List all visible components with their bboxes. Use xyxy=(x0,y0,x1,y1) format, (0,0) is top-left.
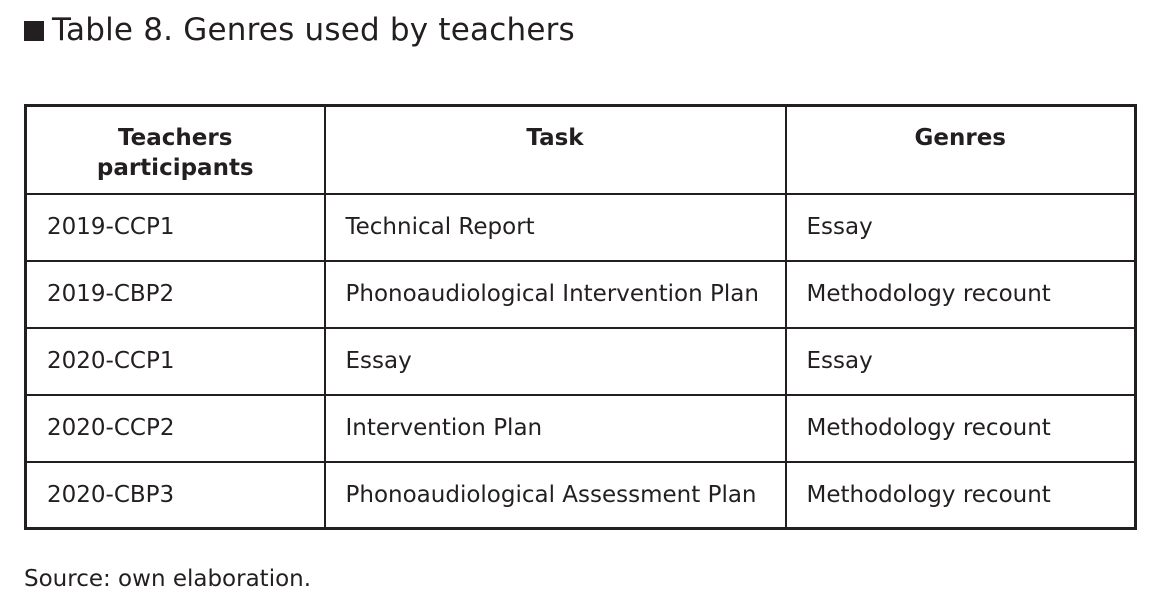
table-row xyxy=(26,261,1136,328)
cell-task: Technical Report xyxy=(325,194,786,261)
header-teachers-participants: Teachers participants xyxy=(26,106,325,194)
table-row xyxy=(26,395,1136,462)
genres-table xyxy=(24,104,1137,530)
cell-genre: Methodology recount xyxy=(786,462,1136,529)
table-header-row xyxy=(26,106,1136,194)
table-row xyxy=(26,194,1136,261)
header-task: Task xyxy=(325,106,786,194)
cell-genre: Essay xyxy=(786,194,1136,261)
source-note: Source: own elaboration. xyxy=(24,566,312,592)
cell-teacher: 2019-CCP1 xyxy=(26,194,325,261)
table-title xyxy=(24,10,575,50)
cell-task: Essay xyxy=(325,328,786,395)
header-genres: Genres xyxy=(786,106,1136,194)
cell-task: Intervention Plan xyxy=(325,395,786,462)
table-title-text: Table 8. Genres used by teachers xyxy=(52,12,575,48)
cell-task: Phonoaudiological Assessment Plan xyxy=(325,462,786,529)
cell-teacher: 2019-CBP2 xyxy=(26,261,325,328)
cell-teacher: 2020-CBP3 xyxy=(26,462,325,529)
cell-task: Phonoaudiological Intervention Plan xyxy=(325,261,786,328)
cell-teacher: 2020-CCP2 xyxy=(26,395,325,462)
table-row xyxy=(26,328,1136,395)
table-row xyxy=(26,462,1136,529)
cell-teacher: 2020-CCP1 xyxy=(26,328,325,395)
cell-genre: Methodology recount xyxy=(786,261,1136,328)
cell-genre: Essay xyxy=(786,328,1136,395)
cell-genre: Methodology recount xyxy=(786,395,1136,462)
square-bullet-icon xyxy=(24,21,44,41)
